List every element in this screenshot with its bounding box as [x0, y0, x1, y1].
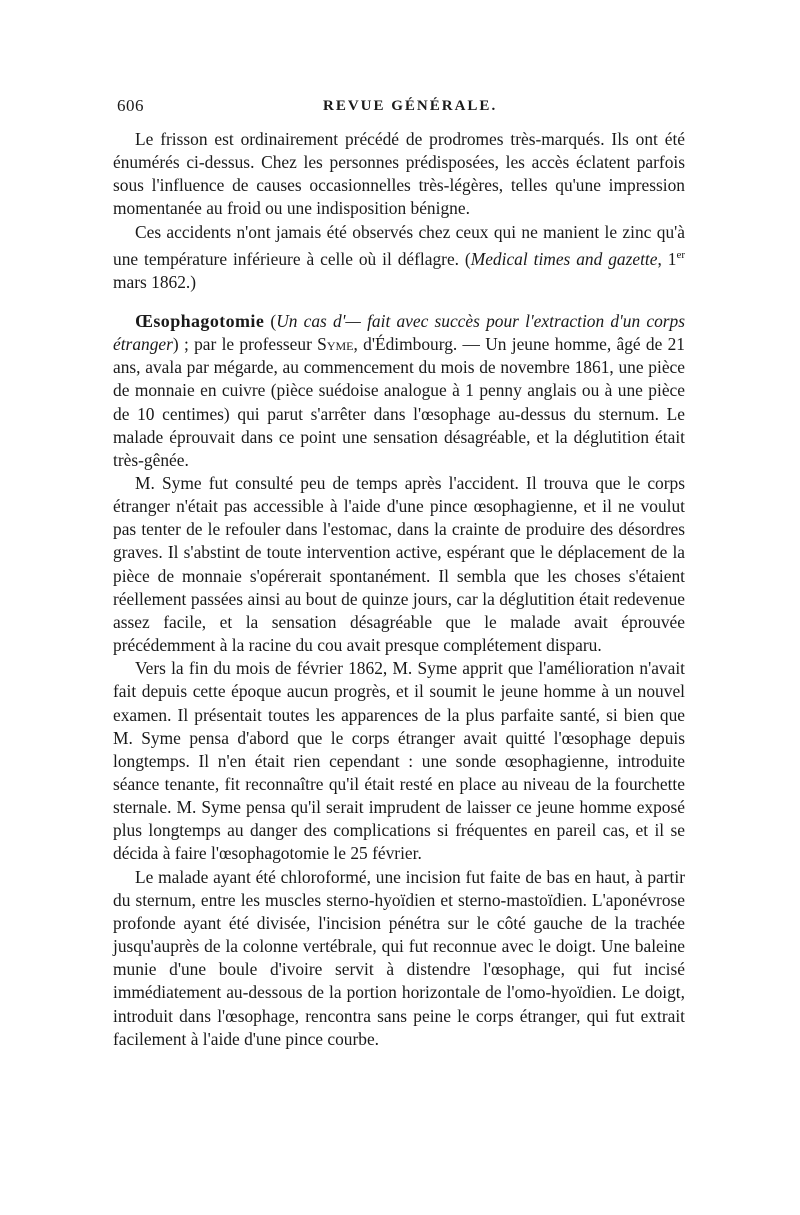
citation-date-suffix: mars 1862.)	[113, 271, 197, 292]
paragraph-syme-consulted: M. Syme fut consulté peu de temps après l'accident. Il trouva que le corps étranger n'était pas accessible à l'aide d'une pince œsophagienne, et il ne voulut pas tenter de le refouler dans l'estomac, dans la crainte de produire des désordres graves. Il s'abstint de toute intervention active, espérant que le déplacement de la pièce de monnaie s'opérerait spontanément. Il sembla que les choses s'étaient réellement passées ainsi au bout de quinze jours, car la déglutition était redevenue assez facile, et la sensation désagréable que le malade avait éprouvée précédemment à la racine du cou avait presque complétement disparu.	[113, 472, 685, 656]
paragraph-accidents	[113, 221, 685, 294]
article-title: Œsophagotomie	[135, 310, 265, 331]
paragraph-accidents-text: Ces accidents n'ont jamais été observés chez ceux qui ne manient le zinc qu'à une température inférieure à celle où il déflagre. (	[113, 221, 685, 269]
paragraph-frisson: Le frisson est ordinairement précédé de prodromes très-marqués. Ils ont été énumérés ci-dessus. Chez les personnes prédisposées, les accès éclatent parfois sous l'influence de causes occasionnelles très-légères, telles qu'une impression momentanée au froid ou une indisposition bénigne.	[113, 129, 685, 219]
paragraph-oesophagotomie	[113, 310, 685, 472]
article-subtitle: Un cas d'— fait avec succès pour l'extraction d'un corps étranger	[113, 310, 686, 355]
author-prefix: ) ; par le professeur	[172, 334, 318, 355]
paragraph-operation: Le malade ayant été chloroformé, une incision fut faite de bas en haut, à partir du sternum, entre les muscles sterno-hyoïdien et sterno-mastoïdien. L'aponévrose profonde ayant été divisée, l'incision pénétra sur le côté gauche de la trachée jusqu'auprès de la colonne vertébrale, qui fut reconnue avec le doigt. Une baleine munie d'une boule d'ivoire servit à distendre l'œsophage, qui fut incisé immédiatement au-dessous de la portion horizontale de l'omo-hyoïdien. Le doigt, introduit dans l'œsophage, rencontra sans peine le corps étranger, qui fut extrait facilement à l'aide d'une pince courbe.	[113, 866, 685, 1049]
running-head	[113, 96, 685, 122]
paragraph-fevrier: Vers la fin du mois de février 1862, M. Syme apprit que l'amélioration n'avait fait depuis cette époque aucun progrès, et il soumit le jeune homme à un nouvel examen. Il présentait toutes les apparences de la plus parfaite santé, si bien que M. Syme pensa d'abord que le corps étranger avait quitté l'œsophage depuis longtemps. Il n'en était rien cependant : une sonde œsophagienne, introduite séance tenante, fit reconnaître qu'il était resté en place au niveau de la fourchette sternale. M. Syme pensa qu'il serait imprudent de laisser ce jeune homme exposé plus longtemps au danger des complications si fréquentes en pareil cas, et il se décida à faire l'œsophagotomie le 25 février.	[113, 658, 685, 864]
citation-date-prefix: , 1	[657, 248, 677, 269]
journal-title: REVUE GÉNÉRALE.	[323, 98, 498, 114]
document-page	[113, 96, 685, 1051]
article-body	[113, 128, 685, 1051]
citation-date-superscript: er	[676, 248, 686, 261]
subtitle-open: (	[264, 310, 277, 331]
page-number: 606	[117, 96, 144, 115]
author-name: Syme	[317, 334, 354, 355]
paragraph-oesophagotomie-text: , d'Édimbourg. — Un jeune homme, âgé de 21 ans, avala par mégarde, au commencement du mois de novembre 1861, une pièce de monnaie en cuivre (pièce suédoise analogue à 1 penny anglais ou à une pièce de 10 centimes) qui parut s'arrêter dans l'œsophage au-dessus du sternum. Le malade éprouvait dans ce point une sensation désagréable, et la déglutition était très-gênée.	[113, 334, 685, 470]
source-citation: Medical times and gazette	[470, 248, 658, 269]
